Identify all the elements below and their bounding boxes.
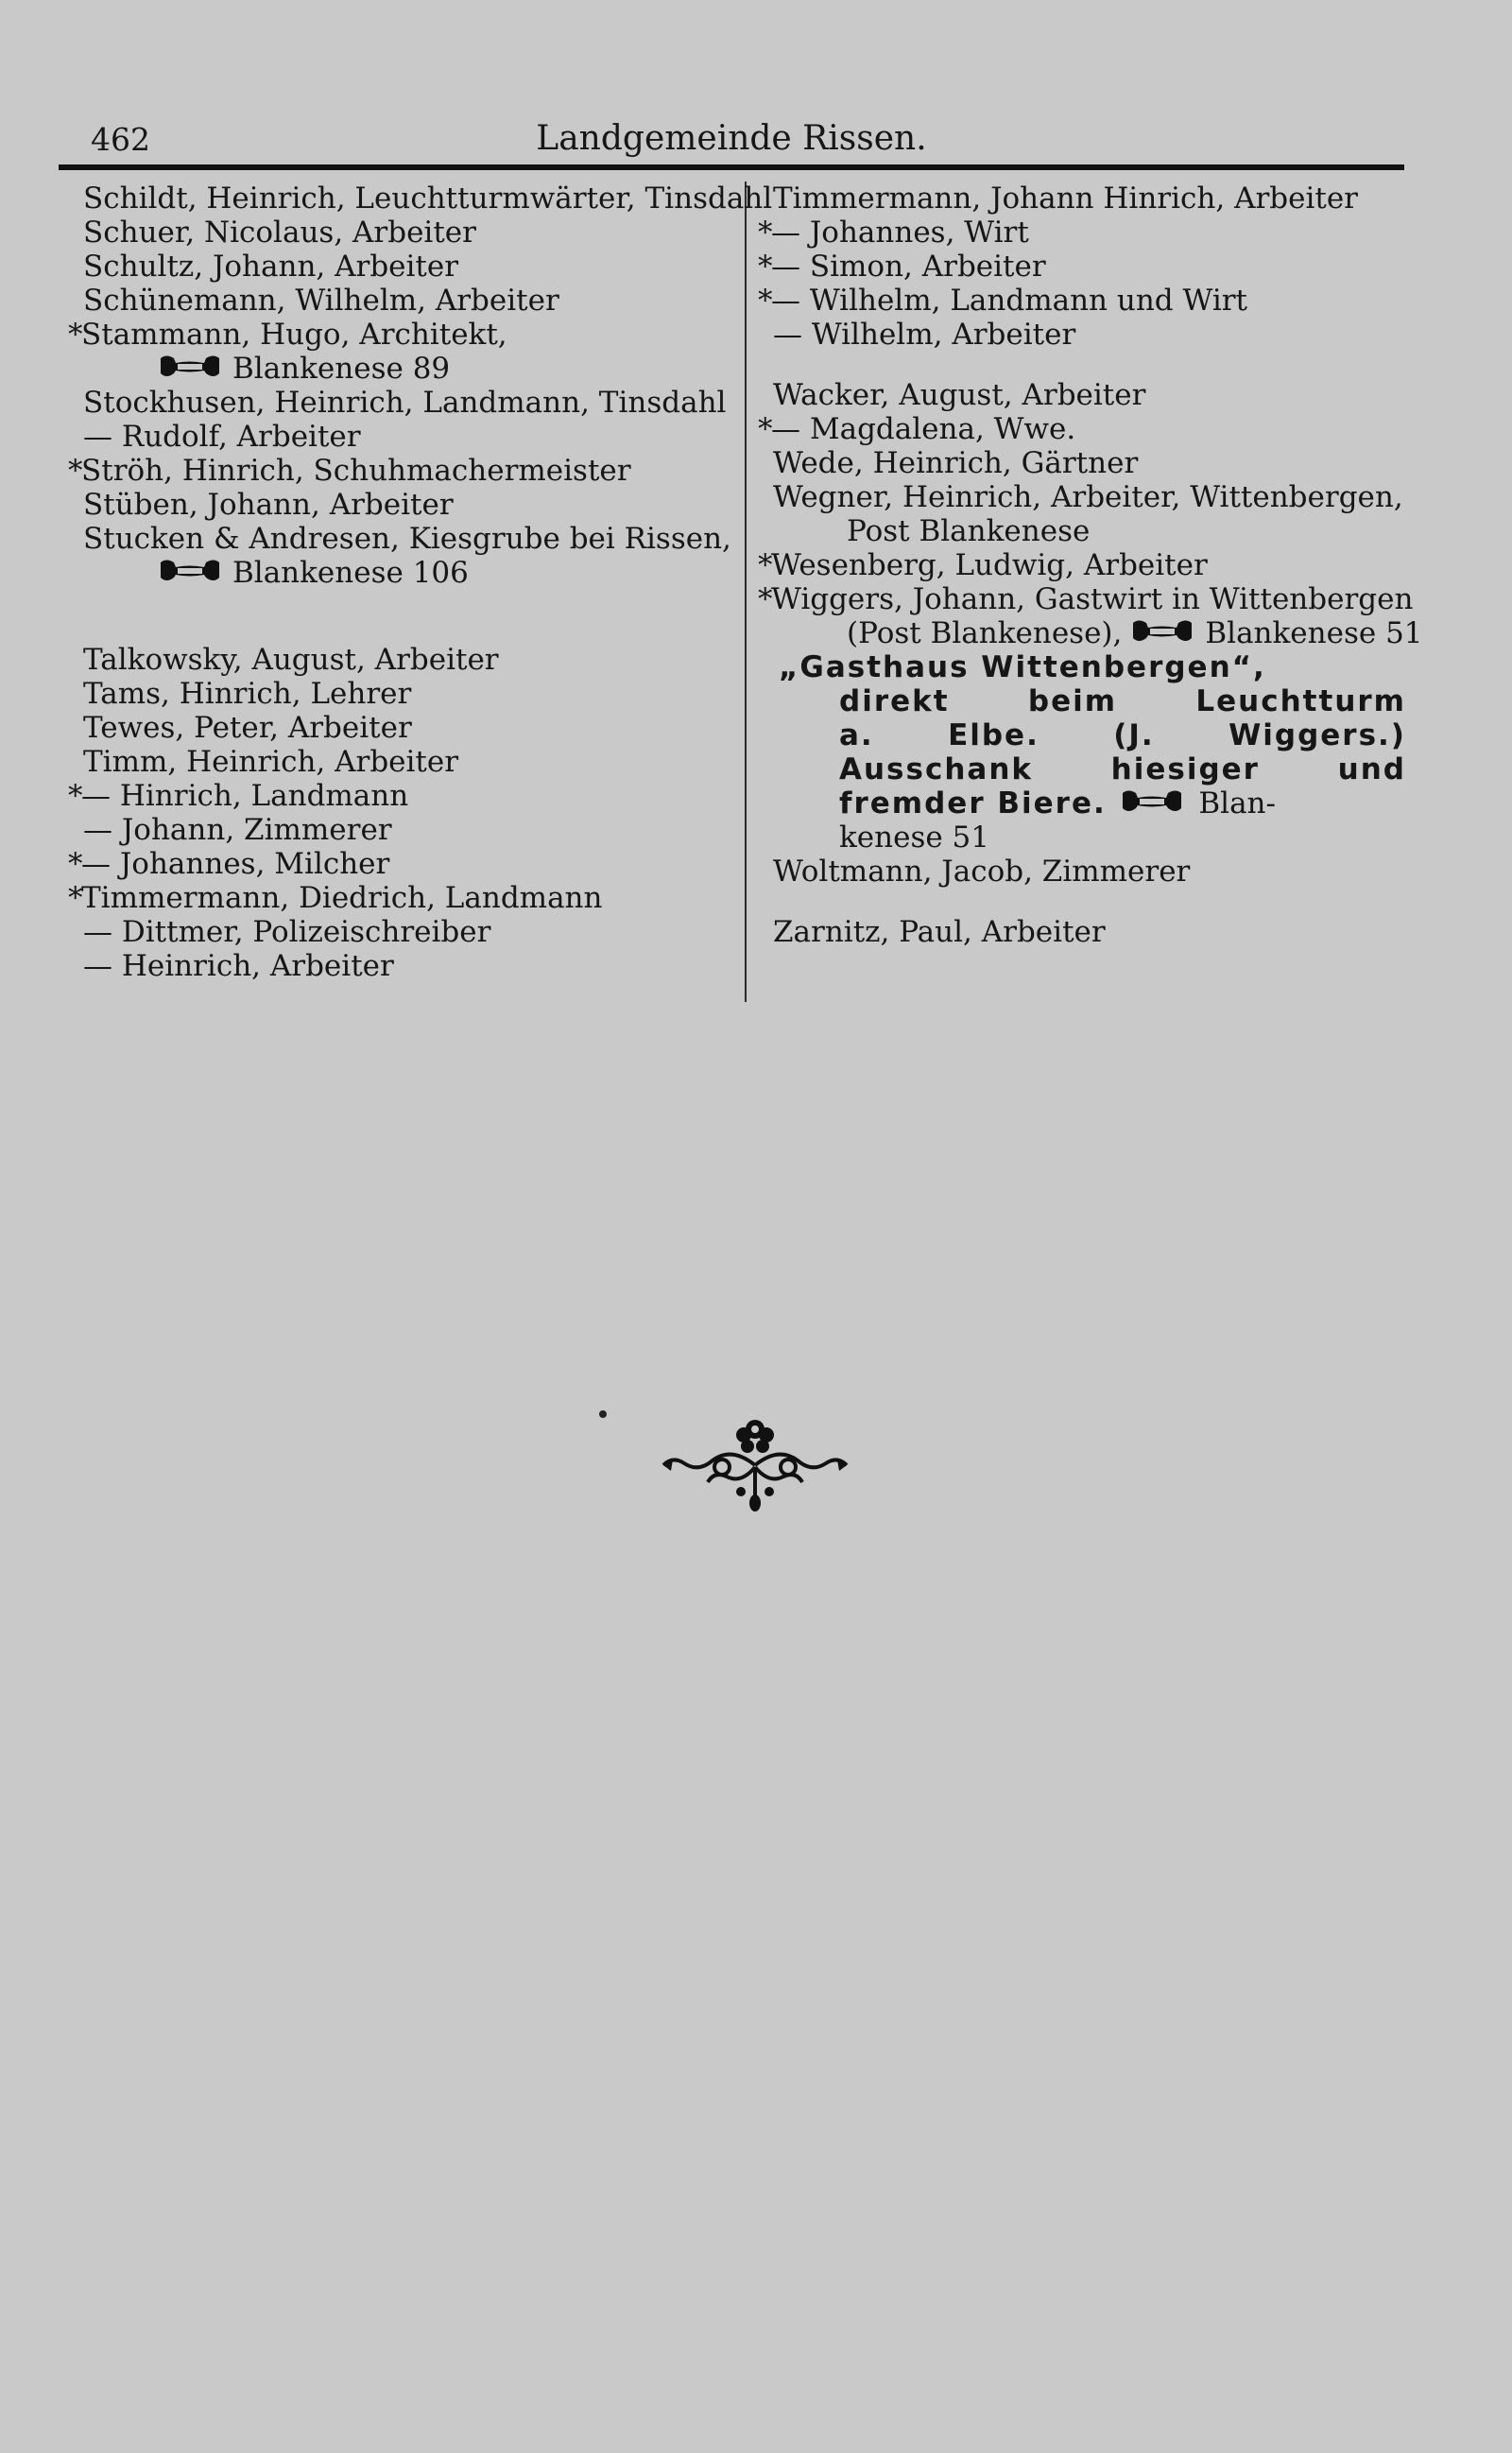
entry-text: — Wilhelm, Arbeiter	[773, 318, 1076, 352]
ad-word: Elbe.	[948, 718, 1040, 752]
section-gap	[68, 616, 730, 643]
directory-entry	[68, 847, 730, 881]
directory-entry	[68, 745, 730, 779]
directory-entry	[758, 855, 1416, 889]
entry-text: Schünemann, Wilhelm, Arbeiter	[83, 284, 559, 318]
ad-word: direkt	[839, 684, 950, 718]
page-header	[59, 112, 1404, 170]
entry-marker: *	[68, 318, 83, 352]
entry-text: Woltmann, Jacob, Zimmerer	[773, 855, 1191, 889]
directory-entry	[758, 216, 1416, 250]
entry-marker: *	[68, 779, 83, 813]
directory-entry	[68, 711, 730, 745]
ink-dot	[599, 1410, 607, 1418]
entry-text: Tams, Hinrich, Lehrer	[83, 677, 412, 711]
ad-bold-text: fremder Biere.	[839, 786, 1107, 821]
section-gap	[68, 590, 730, 616]
directory-entry	[68, 488, 730, 522]
entry-text: Wesenberg, Ludwig, Arbeiter	[771, 548, 1208, 582]
entry-text: — Rudolf, Arbeiter	[83, 420, 361, 454]
directory-entry	[758, 915, 1416, 949]
ad-line	[758, 752, 1406, 786]
entry-text: — Dittmer, Polizeischreiber	[83, 915, 491, 949]
entry-marker: *	[68, 881, 83, 915]
directory-entry	[68, 915, 730, 949]
ad-word: Leuchtturm	[1195, 684, 1406, 718]
entry-text: Blankenese 106	[232, 556, 469, 590]
entry-text: — Johannes, Wirt	[771, 216, 1029, 250]
advertisement-block	[758, 650, 1416, 855]
directory-entry	[758, 446, 1416, 480]
ad-line	[758, 786, 1416, 821]
section-gap	[758, 352, 1416, 378]
ad-word: und	[1337, 752, 1406, 786]
ad-line: „Gasthaus Wittenbergen“,	[779, 650, 1266, 684]
directory-entry	[68, 522, 730, 556]
directory-entry	[68, 420, 730, 454]
entry-text: — Johannes, Milcher	[81, 847, 390, 881]
ad-line	[758, 684, 1406, 718]
column-divider	[745, 181, 747, 1002]
entry-text: Blankenese 89	[232, 352, 451, 386]
directory-entry	[68, 454, 730, 488]
directory-entry	[68, 181, 773, 216]
directory-entry	[68, 352, 730, 386]
directory-entry	[758, 284, 1416, 318]
ad-word: Ausschank	[839, 752, 1034, 786]
directory-entry	[68, 779, 730, 813]
entry-text: Stüben, Johann, Arbeiter	[83, 488, 454, 522]
ad-word: beim	[1027, 684, 1118, 718]
entry-text: Talkowsky, August, Arbeiter	[83, 643, 499, 677]
telephone-receiver-icon	[1119, 787, 1187, 823]
entry-text: (Post Blankenese),	[847, 616, 1123, 650]
entry-text: Ströh, Hinrich, Schuhmachermeister	[81, 454, 631, 488]
directory-entry	[68, 556, 730, 590]
entry-text: Wacker, August, Arbeiter	[773, 378, 1146, 412]
entry-marker: *	[68, 847, 83, 881]
section-gap	[758, 889, 1416, 915]
directory-entry	[758, 480, 1416, 514]
left-column	[68, 181, 773, 983]
directory-entry	[758, 378, 1416, 412]
directory-entry	[68, 677, 730, 711]
entry-text: Timmermann, Diedrich, Landmann	[81, 881, 603, 915]
entry-text: — Simon, Arbeiter	[771, 250, 1046, 284]
header-rule	[59, 164, 1404, 170]
right-column	[758, 181, 1423, 949]
directory-entry	[68, 216, 730, 250]
directory-entry	[68, 881, 730, 915]
entry-text: Stammann, Hugo, Architekt,	[81, 318, 507, 352]
entry-text: Stucken & Andresen, Kiesgrube bei Rissen,	[83, 522, 731, 556]
directory-entry	[758, 548, 1416, 582]
entry-text: Wiggers, Johann, Gastwirt in Wittenbergen	[771, 582, 1414, 616]
entry-text: — Magdalena, Wwe.	[771, 412, 1076, 446]
entry-text: Wede, Heinrich, Gärtner	[773, 446, 1139, 480]
running-title: Landgemeinde Rissen.	[536, 119, 927, 158]
entry-phone-number: Blankenese 51	[1205, 616, 1423, 650]
entry-marker: *	[758, 284, 773, 318]
directory-entry	[758, 181, 1416, 216]
entry-text: — Heinrich, Arbeiter	[83, 949, 394, 983]
entry-text: Wegner, Heinrich, Arbeiter, Wittenbergen,	[773, 480, 1403, 514]
telephone-receiver-icon	[157, 557, 225, 593]
entry-marker: *	[758, 412, 773, 446]
ad-tail-text: Blan-	[1198, 786, 1276, 821]
page-number: 462	[91, 121, 150, 158]
entry-text: — Wilhelm, Landmann und Wirt	[771, 284, 1248, 318]
entry-marker: *	[758, 582, 773, 616]
ad-word: hiesiger	[1110, 752, 1260, 786]
entry-text: Schildt, Heinrich, Leuchtturmwärter, Tinsdahl	[83, 181, 773, 216]
entry-marker: *	[758, 548, 773, 582]
directory-entry	[68, 643, 730, 677]
directory-entry	[68, 250, 730, 284]
entry-text: — Hinrich, Landmann	[81, 779, 409, 813]
ad-word: (J.	[1113, 718, 1155, 752]
entry-marker: *	[758, 250, 773, 284]
directory-entry	[68, 813, 730, 847]
directory-entry	[758, 318, 1416, 352]
ad-line	[758, 718, 1406, 752]
entry-text: Stockhusen, Heinrich, Landmann, Tinsdahl	[83, 386, 727, 420]
entry-text: Tewes, Peter, Arbeiter	[83, 711, 412, 745]
ad-word: Wiggers.)	[1228, 718, 1406, 752]
entry-marker: *	[758, 216, 773, 250]
entry-text: Zarnitz, Paul, Arbeiter	[773, 915, 1106, 949]
entry-text: — Johann, Zimmerer	[83, 813, 392, 847]
ad-word: a.	[839, 718, 874, 752]
directory-entry	[68, 386, 730, 420]
entry-text: Timmermann, Johann Hinrich, Arbeiter	[773, 181, 1359, 216]
directory-entry	[68, 949, 730, 983]
directory-entry	[758, 412, 1416, 446]
floral-ornament-icon	[656, 1408, 854, 1512]
ad-line: kenese 51	[839, 821, 989, 855]
entry-text: Schultz, Johann, Arbeiter	[83, 250, 459, 284]
entry-text: Timm, Heinrich, Arbeiter	[83, 745, 459, 779]
directory-entry	[68, 284, 730, 318]
directory-entry	[758, 616, 1423, 650]
entry-marker: *	[68, 454, 83, 488]
directory-entry	[758, 582, 1416, 616]
directory-entry	[758, 514, 1416, 548]
telephone-receiver-icon	[157, 353, 225, 389]
directory-entry	[68, 318, 730, 352]
directory-entry	[758, 250, 1416, 284]
entry-text: Post Blankenese	[847, 514, 1091, 548]
entry-text: Schuer, Nicolaus, Arbeiter	[83, 216, 476, 250]
telephone-receiver-icon	[1129, 617, 1197, 653]
